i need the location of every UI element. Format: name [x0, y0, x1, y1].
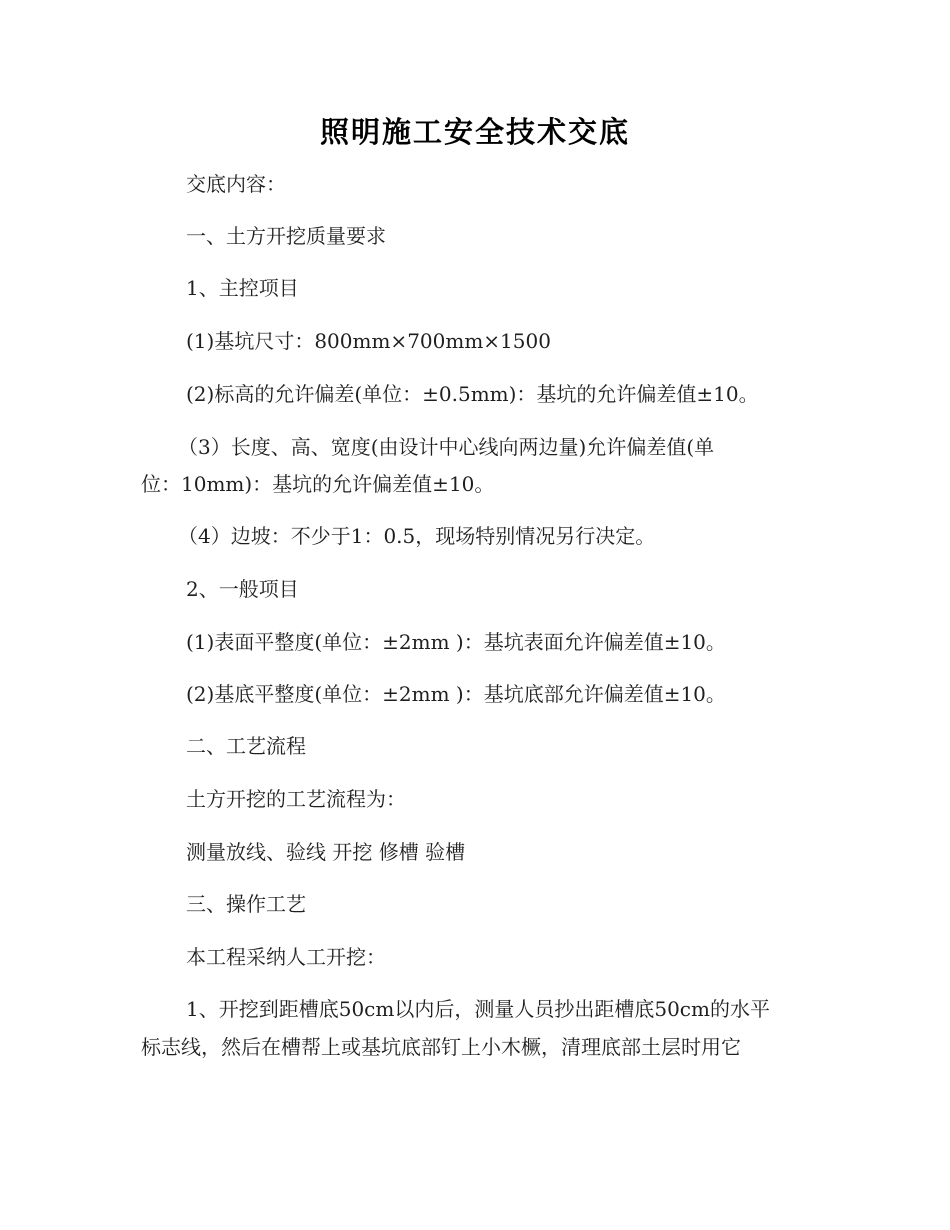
flow-intro-line: 土方开挖的工艺流程为：: [186, 787, 406, 811]
document-title: 照明施工安全技术交底: [319, 115, 630, 149]
step-1-line-1: 1、开挖到距槽底50cm以内后，测量人员抄出距槽底50cm的水平: [186, 997, 770, 1021]
section-2-heading: 二、工艺流程: [186, 734, 306, 758]
item-2-2: (2)基底平整度(单位：±2mm )：基坑底部允许偏差值±10。: [186, 682, 726, 706]
item-1-1: (1)基坑尺寸：800mm×700mm×1500: [186, 329, 551, 353]
section-1-heading: 一、土方开挖质量要求: [186, 224, 386, 248]
subsection-2-heading: 2、一般项目: [186, 577, 299, 601]
item-2-1: (1)表面平整度(单位：±2mm )：基坑表面允许偏差值±10。: [186, 630, 726, 654]
item-1-4: （4）边坡：不少于1：0.5，现场特别情况另行决定。: [178, 524, 656, 548]
subsection-1-heading: 1、主控项目: [186, 276, 299, 300]
flow-line: 测量放线、验线 开挖 修槽 验槽: [186, 840, 466, 864]
intro-line: 交底内容：: [186, 172, 286, 196]
step-1-line-2: 标志线，然后在槽帮上或基坑底部钉上小木橛，清理底部土层时用它: [141, 1035, 741, 1059]
item-1-3-line-2: 位：10mm)：基坑的允许偏差值±10。: [141, 472, 495, 496]
item-1-3-line-1: （3）长度、高、宽度(由设计中心线向两边量)允许偏差值(单: [178, 435, 715, 459]
section-3-heading: 三、操作工艺: [186, 892, 306, 916]
item-1-2: (2)标高的允许偏差(单位：±0.5mm)：基坑的允许偏差值±10。: [186, 382, 759, 406]
method-line: 本工程采纳人工开挖：: [186, 945, 386, 969]
